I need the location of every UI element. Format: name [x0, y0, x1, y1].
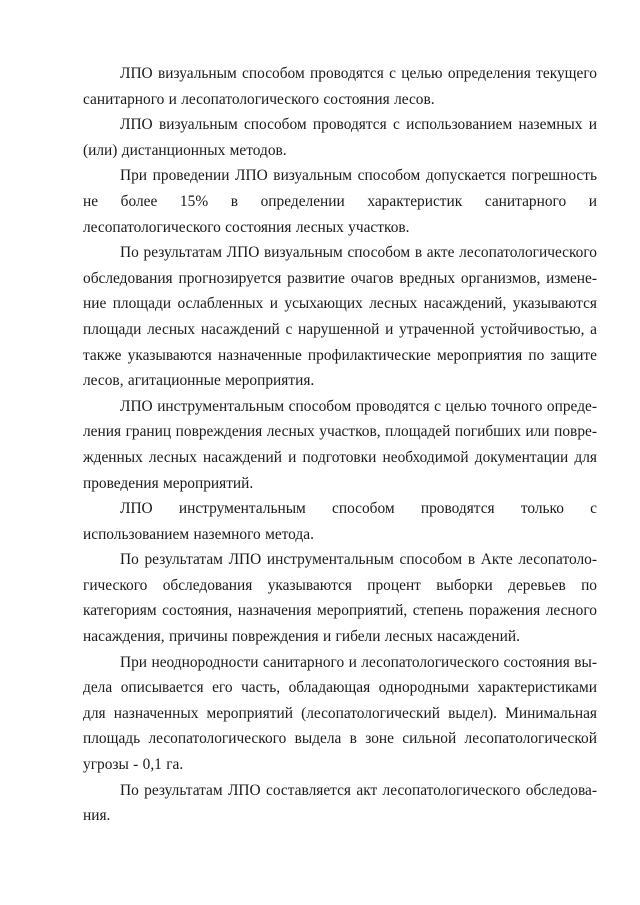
paragraph-visual-results: По результатам ЛПО визуальным способом в акте лесопатологического обследования прогнозируется развитие очагов вредных организмов, изменение площади ослабленных и усыхающих лесных насаждений, указываются площади лесных насаждений с нарушенной и утраченной устойчивостью, а также указываются назначенные профилактические мероприятия по защите лесов, агитационные мероприятия. [83, 244, 597, 390]
paragraph-visual-purpose: ЛПО визуальным способом проводятся с целью определения текущего санитарного и лесопатологического состояния лесов. [83, 65, 597, 108]
paragraph-visual-methods: ЛПО визуальным способом проводятся с использованием наземных и (или) дистанционных методов. [83, 116, 597, 159]
paragraph-instrumental-results: По результатам ЛПО инструментальным способом в Акте лесопатологического обследования указываются процент выборки деревьев по категориям состояния, назначения мероприятий, степень поражения лесного насаждения, причины повреждения и гибели лесных насаждений. [83, 551, 597, 646]
paragraph-instrumental-method: ЛПО инструментальным способом проводятся только с использованием наземного метода. [83, 500, 597, 543]
paragraph-survey-act: По результатам ЛПО составляется акт лесопатологического обследования. [83, 781, 597, 825]
paragraph-visual-error-margin: При проведении ЛПО визуальным способом допускается погрешность не более 15% в определении характеристик санитарного и лесопатологического состояния лесных участков. [83, 167, 597, 236]
document-text-body [83, 61, 597, 829]
paragraph-instrumental-purpose: ЛПО инструментальным способом проводятся с целью точного определения границ повреждения лесных участков, площадей погибших или поврежденных лесных насаждений и подготовки необходимой документации для проведения мероприятий. [83, 397, 597, 492]
paragraph-heterogeneity: При неоднородности санитарного и лесопатологического состояния выдела описывается его часть, обладающая однородными характеристиками для назначенных мероприятий (лесопатологический выдел). Минимальная площадь лесопатологического выдела в зоне сильной лесопатологической угрозы - 0,1 га. [83, 653, 597, 774]
